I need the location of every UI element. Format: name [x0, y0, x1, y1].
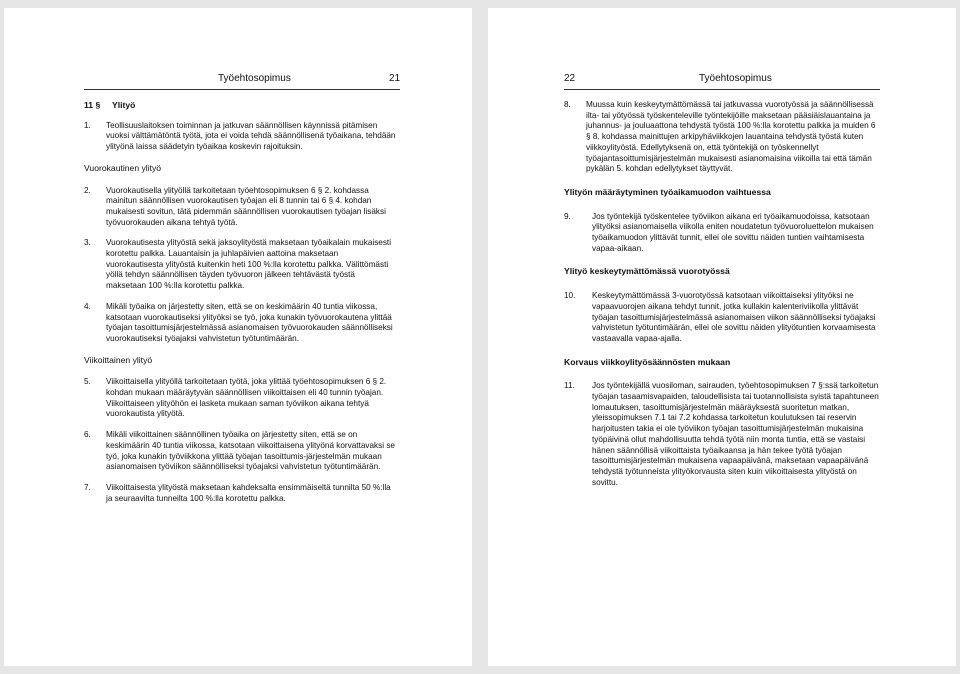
item-text: Teollisuuslaitoksen toiminnan ja jatkuvan säännöllisen käynnissä pitämisen vuoksi välttämätöntä työtä, jota ei voida tehdä säännöllisenä työaikana, tehdään ylityönä laissa säädetyin työaikaa koskevin rajoituksin.	[106, 120, 396, 152]
list-item	[564, 212, 882, 255]
list-item	[84, 483, 396, 504]
right-header-title: Työehtosopimus	[699, 73, 772, 84]
item-text: Muussa kuin keskeytymättömässä tai jatkuvassa vuorotyössä ja säännöllisessä ilta- tai yötyössä työskenteleville työntekijöille maksetaan pääsiäislauantaina ja juhannus- ja jouluaattona tehdystä työstä 100 %:lla korotettu palkka ja muiden 6 § 8. kohdassa mainittujen arkipyhäviikkojen lauantaina tehdystä työstä kuten viikkoylityöstä. Edellytyksenä on, että työntekijä on työskennellyt työajantasoittumisjärjestelmän mukaisesti asianomaisina viikoilla tai että tämän pykälän 5. kohdan edellytykset täyttyvät.	[586, 100, 876, 174]
right-page-number: 22	[564, 73, 576, 84]
left-header-title: Työehtosopimus	[218, 73, 291, 84]
list-item	[564, 381, 882, 488]
subheading: Vuorokautinen ylityö	[84, 162, 162, 173]
item-number: 6.	[84, 430, 91, 440]
item-text: Vuorokautisella ylityöllä tarkoitetaan työehtosopimuksen 6 § 2. kohdassa mainitun säännöllisen vuorokautisen työajan eli 8 tunnin tai 6 § 4. kohdan mukaisesti sovitun, tätä pidemmän säännöllisen vuorokautisen työajan lisäksi työvuorokauden aikana tehtyä työtä.	[106, 185, 386, 227]
item-number: 4.	[84, 301, 91, 311]
right-page-body	[564, 100, 882, 488]
list-item	[84, 121, 396, 153]
left-page	[4, 8, 472, 666]
subheading: Korvaus viikkoylityösäännösten mukaan	[564, 356, 731, 367]
item-text: Viikoittaisesta ylityöstä maksetaan kahdeksalta ensimmäiseltä tunnilta 50 %:lla ja seuraavilta tunneilta 100 %:lla korotettu palkka.	[106, 482, 391, 503]
item-number: 2.	[84, 185, 91, 195]
item-text: Vuorokautisesta ylityöstä sekä jaksoylityöstä maksetaan työaikalain mukaisesti korotettu palkka. Lauantaisin ja juhlapäivien aattoina maksetaan vuorokautisesta ylityöstä kuitenkin heti 100 %:lla korotettu palkka. Välittömästi yöllä tehdyn säännöllisen täyden työvuoron jälkeen tehtävästä työstä maksetaan 100 %:lla korotettu palkka.	[106, 238, 392, 291]
item-number: 3.	[84, 238, 91, 248]
section-number: 11 §	[84, 100, 101, 110]
item-text: Mikäli työaika on järjestetty siten, että se on keskimäärin 40 tuntia viikossa, katsotaan vuorokautiseksi ylityöksi se työ, joka kunakin työvuorokautena ylittää työajan tasoittumisjärjestelmässä asianomaisen työvuorokauden säännölliseksi vuorokautiseksi työajaksi vahvistetun työtuntimäärän.	[106, 301, 393, 343]
right-page	[488, 8, 956, 666]
list-item	[84, 430, 396, 473]
list-item	[84, 238, 396, 292]
list-item	[564, 291, 882, 345]
item-number: 1.	[84, 120, 91, 130]
subheading: Ylityö keskeytymättömässä vuorotyössä	[564, 266, 730, 277]
right-page-header	[564, 69, 880, 90]
item-number: 9.	[564, 211, 571, 221]
left-page-body	[84, 100, 396, 504]
item-number: 10.	[564, 291, 576, 301]
list-item	[564, 100, 882, 175]
item-text: Keskeytymättömässä 3-vuorotyössä katsotaan viikoittaiseksi ylityöksi ne vapaavuorojen aikana tehdyt tunnit, jotka kullakin kalenteriviikolla ylittävät työajan tasoittumisjärjestelmässä asianomaisen viikon säännölliseksi työajaksi vahvistetun työtuntimäärän, ellei ole sovittu näiden ylityötuntien korvaamisesta vastaavalla vapaa-ajalla.	[592, 291, 876, 343]
left-page-header	[84, 69, 400, 90]
item-number: 11.	[564, 381, 575, 391]
item-text: Mikäli viikoittainen säännöllinen työaika on järjestetty siten, että se on keskimäärin 40 tuntia viikossa, katsotaan viikoittaisena ylityönä korvattavaksi se työ, joka kunakin työviikkona ylittää työajan tasoittumis-järjestelmän mukaan asianomaisen työviikon säännölliseksi työajaksi vahvistetun työtuntimäärän.	[106, 430, 395, 472]
item-number: 5.	[84, 377, 91, 387]
subheading: Viikoittainen ylityö	[84, 354, 153, 365]
list-item	[84, 302, 396, 345]
item-text: Viikoittaisella ylityöllä tarkoitetaan työtä, joka ylittää työehtosopimuksen 6 § 2. kohdan mukaan määräytyvän säännöllisen viikoittaisen eli 40 tunnin työajan. Viikoittaiseen ylityöhön ei lasketa mukaan saman työviikon aikana tehtyä vuorokautista ylityötä.	[106, 377, 387, 419]
list-item	[84, 377, 396, 420]
item-number: 8.	[564, 100, 571, 109]
subheading: Ylityön määräytyminen työaikamuodon vaihtuessa	[564, 186, 771, 197]
section-title: Ylityö	[112, 100, 136, 110]
item-text: Jos työntekijällä vuosiloman, sairauden, työehtosopimuksen 7 §:ssä tarkoitetun työajan tasaamisvapaiden, taloudellisista tai tuotannollisista syistä tapahtuneen lomautuksen, tasoittumisjärjestelmän määräyksestä suoritetun matkan, yleissopimuksen 7.1 tai 7.2 kohdassa tarkoitetun koulutuksen tai reservin harjoitusten takia ei ole työviikon työajan tasoittumisjärjestelmän mukaisina työpäivinä ollut mahdollisuutta tehdä työtä niin monta tuntia, että se vastaisi hänen säännöllisä viikoittaista työaikaansa ja hän tekee työtä työajan tasoittumisjärjestelmän mukaisena vapaapäivänä, maksetaan vapaapäivänä tehdystä työtunneista ylityökorvausta siten kuin viikoittaisesta ylityöstä on sovittu.	[592, 381, 879, 487]
section-heading	[84, 100, 396, 111]
list-item	[84, 186, 396, 229]
left-page-number: 21	[389, 73, 401, 84]
item-text: Jos työntekijä työskentelee työviikon aikana eri työaikamuodoissa, katsotaan ylityöksi asianomaisella viikolla eniten noudatetun työvuoroluettelon mukaisen työaikamuodon ylittävät tunnit, ellei ole sovittu näiden tuntien vaihtamisesta vapaa-aikaan.	[592, 211, 874, 253]
item-number: 7.	[84, 482, 91, 492]
